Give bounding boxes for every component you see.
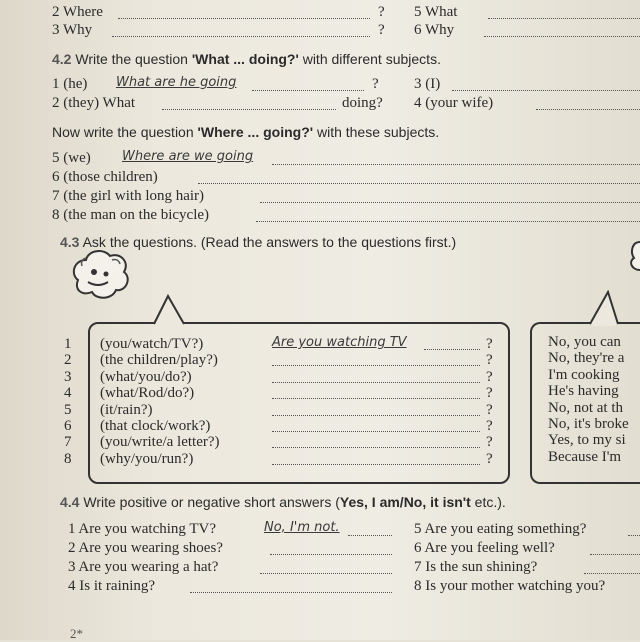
prompt-6: (that clock/work?) (100, 418, 211, 435)
answer-line (536, 109, 640, 110)
item-4-4-8: 8 Is your mother watching you? (414, 578, 606, 594)
qmark: ? (372, 76, 379, 92)
exercise-4-3-heading: 4.3 Ask the questions. (Read the answers to the questions first.) (60, 234, 457, 250)
speech-bubble-tail (150, 294, 190, 326)
item-4-2-3-label: 3 (I) (414, 76, 441, 92)
answer-line (272, 431, 480, 432)
prompt-1: (you/watch/TV?) (100, 336, 204, 352)
answer-line (256, 221, 640, 222)
reply-6: No, it's broke (548, 416, 629, 433)
answer-line (628, 535, 640, 536)
item-4-2-8-label: 8 (the man on the bicycle) (52, 207, 210, 223)
exercise-4-3-question-marks: ? ? ? ? ? ? ? ? (486, 336, 493, 467)
reply-7: Yes, to my si (548, 432, 626, 449)
answer-line (270, 554, 392, 555)
answer-line (584, 573, 640, 574)
item-4-2-1-answer: What are he going (116, 75, 237, 90)
reply-3: I'm cooking (548, 366, 620, 383)
item-4-2-5-answer: Where are we going (122, 149, 254, 164)
answer-line (112, 36, 370, 37)
item-4-2-4-label: 4 (your wife) (414, 95, 494, 111)
answer-line (272, 164, 640, 165)
answer-line (272, 398, 480, 399)
cartoon-head-illustration (64, 246, 140, 310)
exercise-4-3-replies (548, 334, 629, 465)
exercise-4-3-answer-1: Are you watching TV (272, 335, 407, 350)
answer-line (118, 18, 370, 19)
exercise-4-3-numbers: 1 2 3 4 5 6 7 8 (64, 336, 72, 467)
item-4-2-2-suffix: doing? (342, 95, 383, 111)
answer-line (198, 183, 640, 184)
prompt-2: (the children/play?) (100, 352, 218, 369)
top-row-left-2: 2 Where (52, 4, 103, 20)
reply-1: No, you can (548, 334, 621, 350)
answer-line (260, 573, 392, 574)
answer-line (484, 36, 640, 37)
reply-bubble-tail (584, 290, 624, 326)
item-4-2-5-label: 5 (we) (52, 150, 91, 166)
partial-cartoon-right (624, 238, 640, 272)
item-4-2-1-label: 1 (he) (52, 76, 88, 92)
qmark: ? (378, 4, 385, 20)
answer-line (590, 554, 640, 555)
answer-line (272, 365, 480, 366)
item-4-4-5: 5 Are you eating something? (414, 521, 587, 537)
answer-line (424, 349, 480, 350)
answer-line (252, 90, 364, 91)
item-4-2-6-label: 6 (those children) (52, 169, 158, 185)
top-row-right-6: 6 Why (414, 22, 455, 38)
exercise-4-2-second-instruction: Now write the question 'Where ... going?' with these subjects. (52, 124, 440, 140)
item-4-4-2: 2 Are you wearing shoes? (68, 540, 223, 556)
answer-line (190, 592, 392, 593)
answer-line (488, 18, 640, 19)
reply-4: He's having (548, 383, 619, 400)
top-row-right-5: 5 What (414, 4, 458, 20)
reply-5: No, not at th (548, 399, 623, 416)
prompt-3: (what/you/do?) (100, 368, 192, 385)
item-4-2-7-label: 7 (the girl with long hair) (52, 188, 205, 204)
prompt-5: (it/rain?) (100, 401, 153, 418)
reply-8: Because I'm (548, 448, 622, 465)
top-row-left-3: 3 Why (52, 22, 93, 38)
answer-line (272, 464, 480, 465)
item-4-4-1: 1 Are you watching TV? (68, 521, 217, 537)
item-4-4-4: 4 Is it raining? (68, 578, 156, 594)
qmark: ? (378, 22, 385, 38)
answer-line (162, 109, 336, 110)
answer-line (260, 202, 640, 203)
prompt-8: (why/you/run?) (100, 450, 194, 467)
answer-line (272, 447, 480, 448)
exercise-4-2-heading: 4.2 Write the question 'What ... doing?' with different subjects. (52, 51, 441, 67)
exercise-4-4-heading: 4.4 Write positive or negative short answers (Yes, I am/No, it isn't etc.). (60, 494, 506, 510)
answer-line (272, 415, 480, 416)
answer-line (272, 382, 480, 383)
prompt-7: (you/write/a letter?) (100, 434, 220, 451)
exercise-4-3-prompts (100, 336, 220, 467)
page-footer-mark: 2* (70, 626, 83, 641)
item-4-2-2-label: 2 (they) What (52, 95, 136, 111)
item-4-4-1-answer: No, I'm not. (264, 520, 340, 535)
item-4-4-7: 7 Is the sun shining? (414, 559, 538, 575)
answer-line (452, 90, 640, 91)
item-4-4-3: 3 Are you wearing a hat? (68, 559, 219, 575)
prompt-4: (what/Rod/do?) (100, 385, 195, 402)
answer-line (348, 535, 392, 536)
item-4-4-6: 6 Are you feeling well? (414, 540, 555, 556)
reply-2: No, they're a (548, 350, 625, 367)
